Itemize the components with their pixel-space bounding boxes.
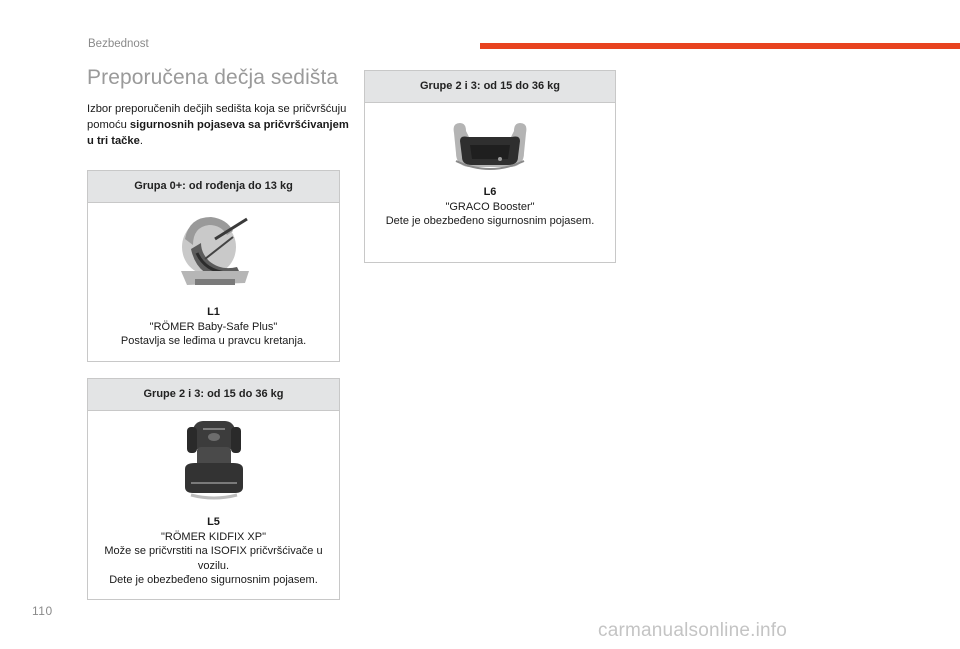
watermark: carmanualsonline.info (598, 620, 788, 641)
intro-text: Izbor preporučenih dečjih sedišta koja se pričvršćuju pomoću (87, 103, 347, 131)
page-title: Preporučena dečja sedišta (87, 66, 339, 89)
seat-description: Može se pričvrstiti na ISOFIX pričvršćivače u vozilu. (104, 545, 323, 572)
booster-cushion-icon (448, 119, 532, 177)
seat-card-l1 (87, 170, 340, 362)
seat-description: Postavlja se leđima u pravcu kretanja. (120, 335, 307, 347)
intro-bold-text: sigurnosnih pojaseva sa pričvršćivanjem u tri tačke (87, 119, 349, 147)
seat-card-l5 (87, 378, 340, 600)
intro-paragraph (87, 101, 349, 149)
seat-model: "GRACO Booster" (445, 200, 535, 213)
seat-card-header: Grupe 2 i 3: od 15 do 36 kg (88, 379, 339, 411)
seat-model: "RÖMER KIDFIX XP" (161, 530, 266, 543)
rear-facing-infant-carrier-icon (175, 209, 253, 291)
seat-code: L5 (207, 516, 220, 528)
header-accent-bar (480, 43, 960, 49)
seat-description-2: Dete je obezbeđeno sigurnosnim pojasem. (109, 574, 318, 586)
seat-card-header: Grupe 2 i 3: od 15 do 36 kg (365, 71, 615, 103)
seat-code: L6 (483, 186, 497, 198)
seat-description: Dete je obezbeđeno sigurnosnim pojasem. (385, 215, 595, 227)
seat-card-header: Grupa 0+: od rođenja do 13 kg (88, 171, 339, 203)
seat-card-l6 (364, 70, 616, 263)
high-back-booster-seat-icon (181, 417, 247, 501)
intro-end: . (139, 135, 143, 147)
section-label: Bezbednost (88, 38, 149, 50)
seat-code: L1 (207, 306, 220, 318)
page-number: 110 (32, 604, 53, 618)
seat-model: "RÖMER Baby-Safe Plus" (149, 320, 278, 333)
